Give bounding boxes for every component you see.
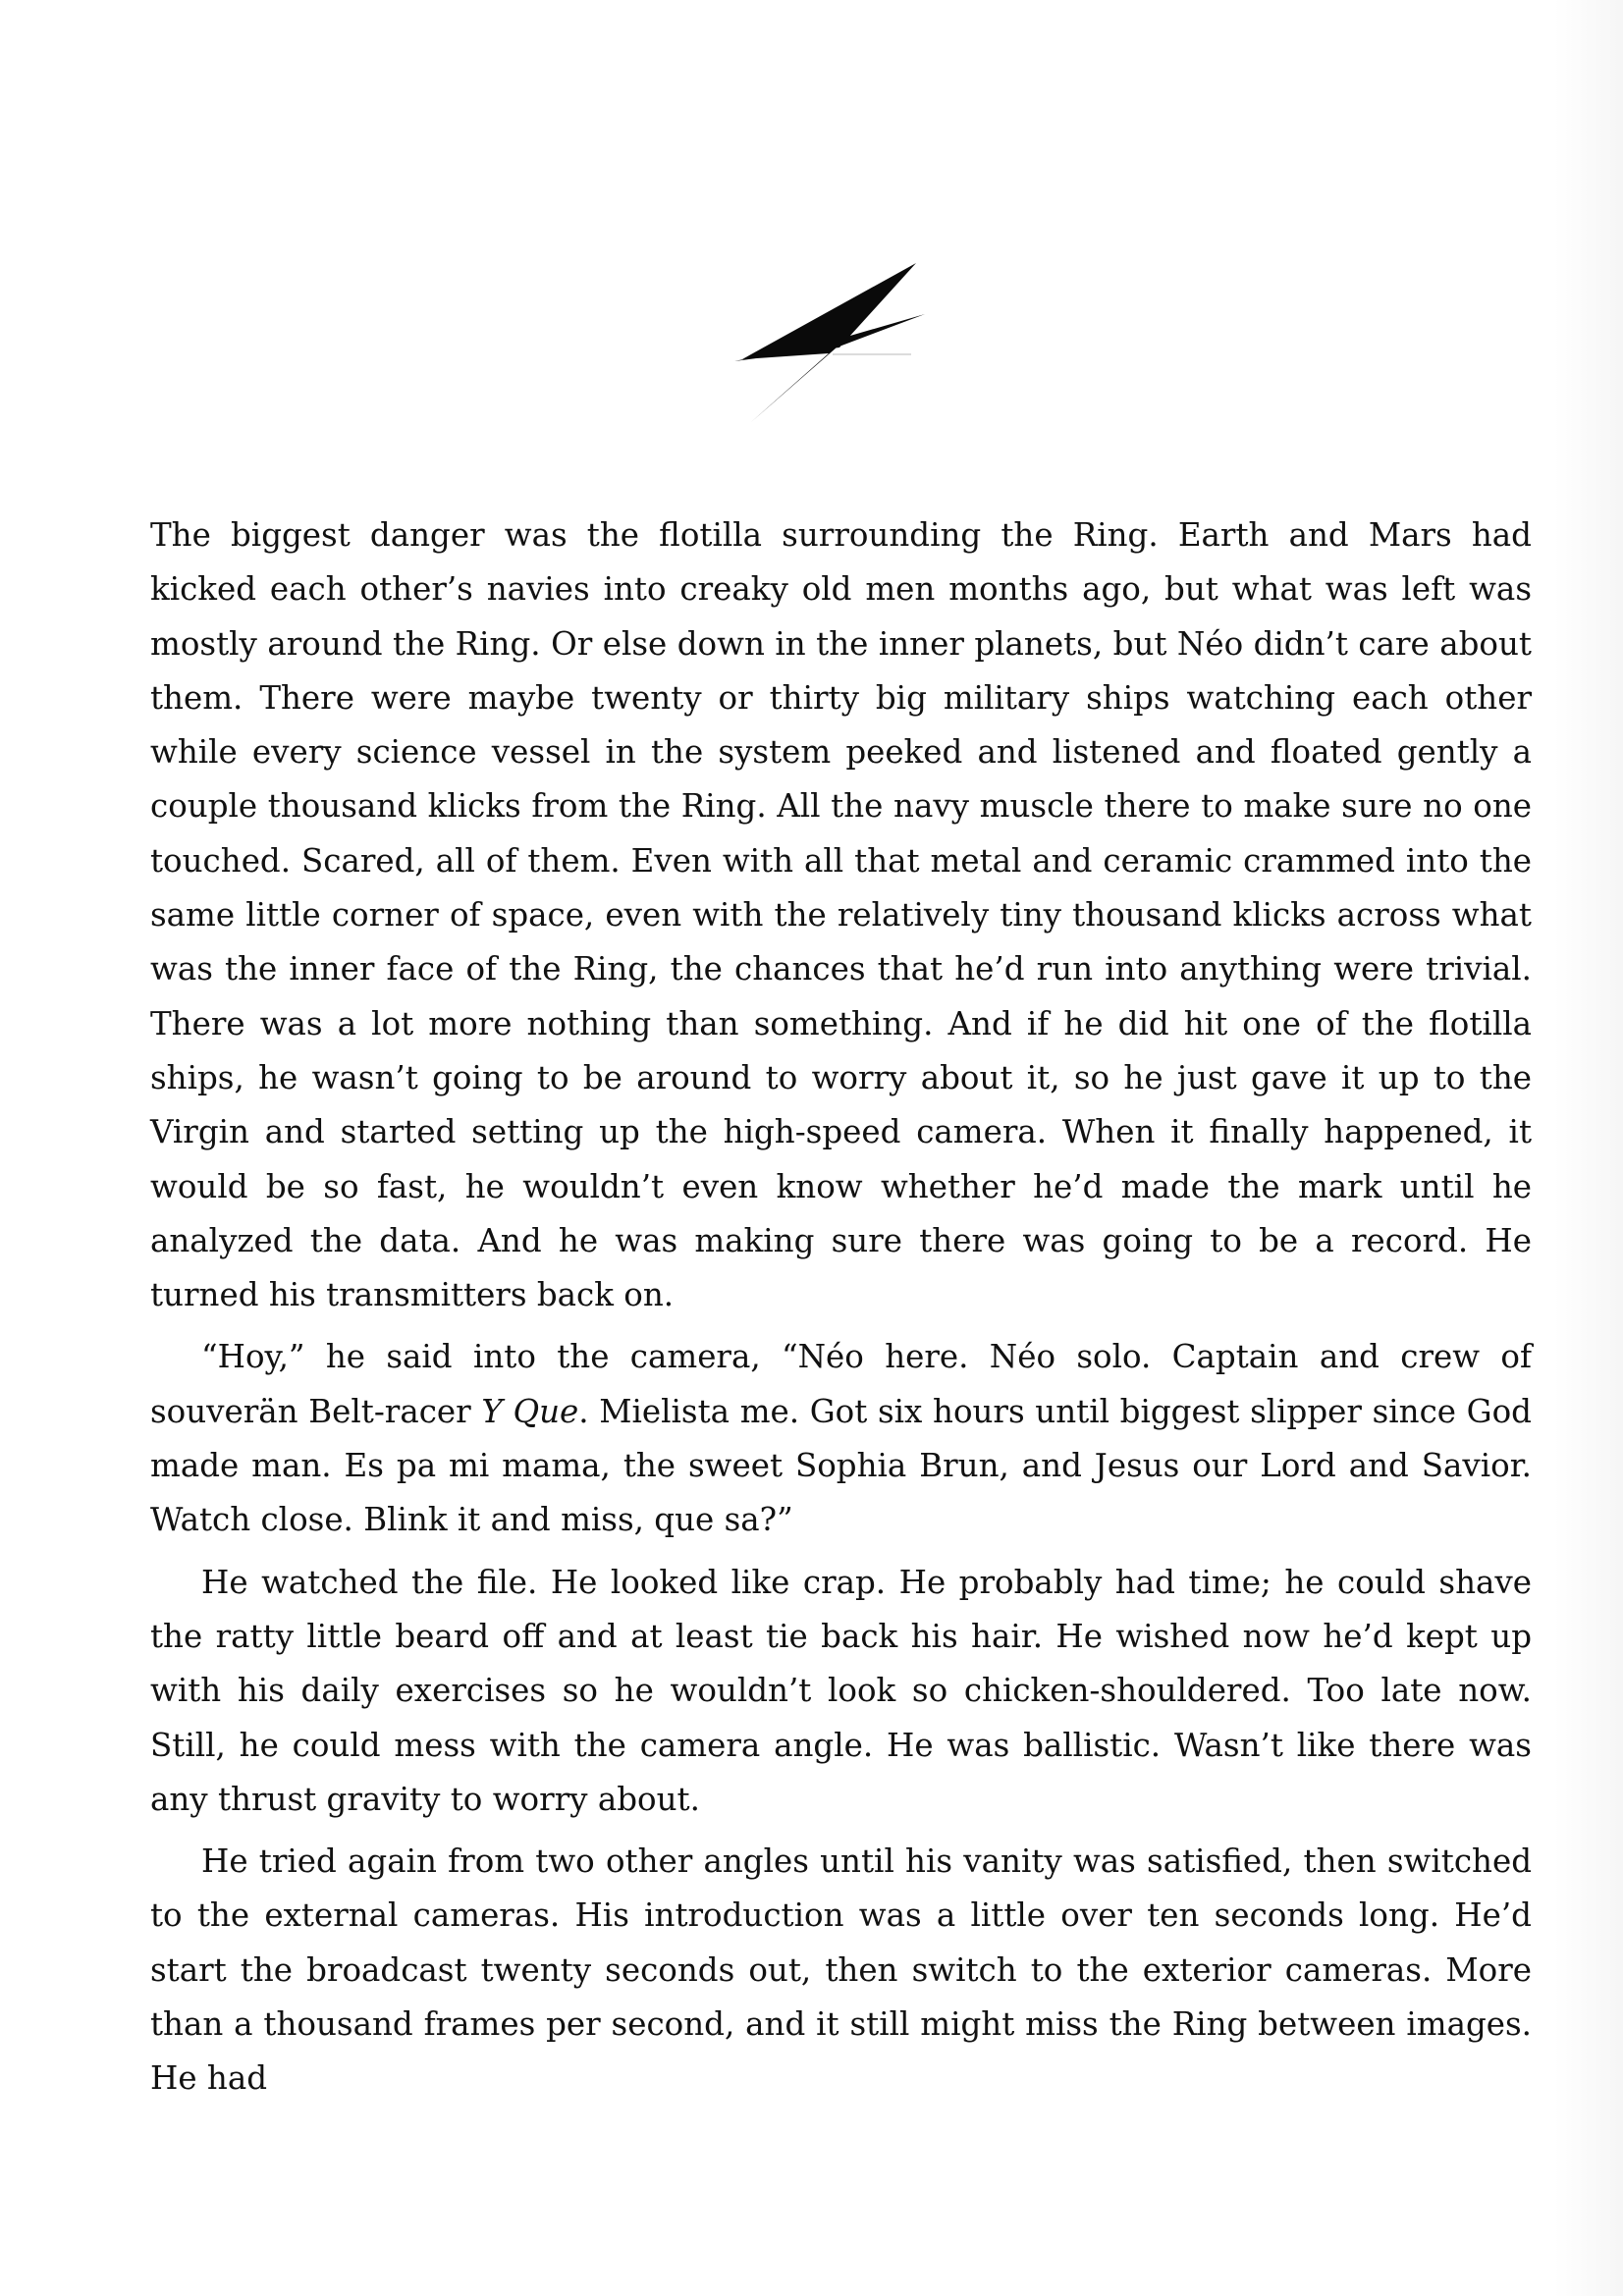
paragraph-1: The biggest danger was the flotilla surrounding the Ring. Earth and Mars had kicked each other’s navies into creaky old men months ago, but what was left was mostly around the Ring. Or else down in the inner planets, but Néo didn’t care about them. There were maybe twenty or thirty big military ships watching each other while every science vessel in the system peeked and listened and floated gently a couple thousand klicks from the Ring. All the navy muscle there to make sure no one touched. Scared, all of them. Even with all that metal and ceramic crammed into the same little corner of space, even with the relatively tiny thousand klicks across what was the inner face of the Ring, the chances that he’d run into anything were trivial. There was a lot more nothing than something. And if he did hit one of the flotilla ships, he wasn’t going to be around to worry about it, so he just gave it up to the Virgin and started setting up the high-speed camera. When it finally happened, it would be so fast, he wouldn’t even know whether he’d made the mark until he analyzed the data. And he was making sure there was going to be a record. He turned his transmitters back on. [150,516,1532,1314]
ship-name: Y Que [481,1392,579,1430]
page-edge-shadow [1554,0,1623,2296]
paragraph-4: He tried again from two other angles until his vanity was satisfied, then switched to the external cameras. His introduction was a little over ten seconds long. He’d start the broadcast twenty seconds out, then switch to the exterior cameras. More than a thousand frames per second, and it still might miss the Ring between images. He had [150,1842,1532,2098]
lightning-bolt-shape [734,263,925,422]
body-text [150,508,1532,2107]
paragraph-2-end: . Mielista me. Got six hours until biggest slipper since God made man. Es pa mi mama, the sweet Sophia Brun, and Jesus our Lord and Savior. Watch close. Blink it and miss, que sa?” [150,1392,1532,1539]
paragraph-3: He watched the file. He looked like crap. He probably had time; he could shave the ratty little beard off and at least tie back his hair. He wished now he’d kept up with his daily exercises so he wouldn’t look so chicken-shouldered. Too late now. Still, he could mess with the camera angle. He was ballistic. Wasn’t like there was any thrust gravity to worry about. [150,1563,1532,1818]
paragraph-2-start: “Hoy,” he said into the camera, “Néo here. Néo solo. Captain and crew of souverän Belt-racer [150,1338,1532,1430]
paragraph-2 [150,1330,1532,1547]
lightning-bolt-icon [727,257,952,429]
